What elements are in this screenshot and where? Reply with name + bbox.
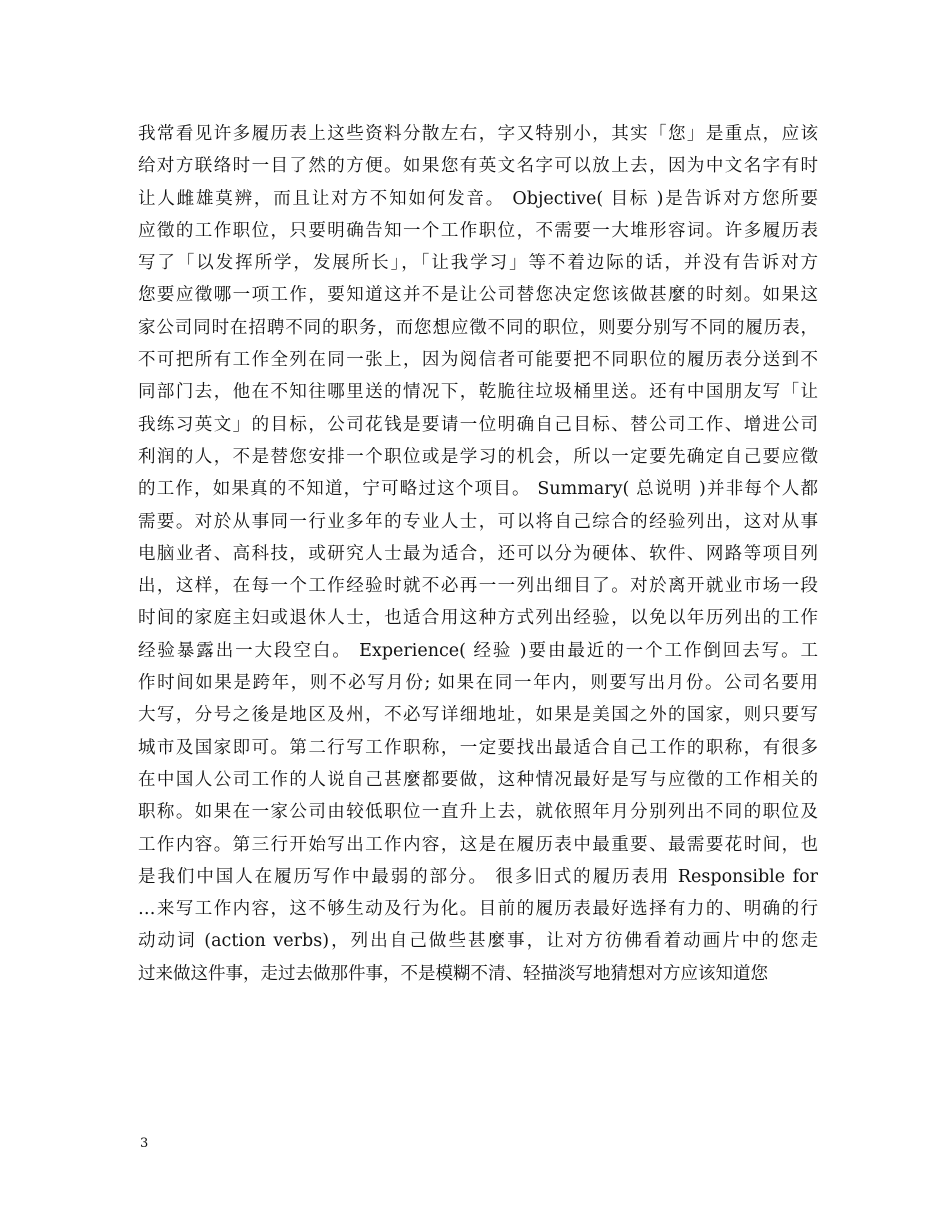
text-line: 我常看见许多履历表上这些资料分散左右，字又特别小，其实「您」是重点，应该	[138, 124, 818, 144]
text-line: 工作内容。第三行开始写出工作内容，这是在履历表中最重要、最需要花时间，也	[138, 834, 818, 855]
text-line: 过来做这件事，走过去做那件事，不是模糊不清、轻描淡写地猜想对方应该知道您	[138, 963, 768, 984]
text-line: 我练习英文」的目标，公司花钱是要请一位明确自己目标、替公司工作、增进公司	[138, 414, 818, 435]
text-line: 出，这样，在每一个工作经验时就不必再一一列出细目了。对於离开就业市场一段	[138, 576, 818, 597]
text-line: 电脑业者、高科技，或研究人士最为适合，还可以分为硬体、软件、网路等项目列	[138, 543, 818, 564]
text-line: 家公司同时在招聘不同的职务，而您想应徵不同的职位，则要分别写不同的履历表，	[138, 317, 818, 338]
text-line: 动动词 (action verbs)，列出自己做些甚麼事，让对方彷佛看着动画片中的您走	[138, 931, 818, 952]
text-line: …来写工作内容，这不够生动及行为化。目前的履历表最好选择有力的、明确的行	[138, 899, 818, 920]
text-line: 您要应徵哪一项工作，要知道这并不是让公司替您决定您该做甚麼的时刻。如果这	[138, 285, 818, 306]
text-line: 需要。对於从事同一行业多年的专业人士，可以将自己综合的经验列出，这对从事	[138, 511, 818, 532]
text-line: 不可把所有工作全列在同一张上，因为阅信者可能要把不同职位的履历表分送到不	[138, 350, 818, 371]
text-line: 经验暴露出一大段空白。 Experience( 经验 )要由最近的一个工作倒回去写。工	[138, 640, 818, 661]
text-line: 职称。如果在一家公司由较低职位一直升上去，就依照年月分别列出不同的职位及	[138, 802, 818, 823]
text-line: 时间的家庭主妇或退休人士，也适合用这种方式列出经验，以免以年历列出的工作	[138, 608, 818, 629]
text-line: 写了「以发挥所学，发展所长」，「让我学习」等不着边际的话，并没有告诉对方	[138, 253, 818, 274]
text-line: 同部门去，他在不知往哪里送的情况下，乾脆往垃圾桶里送。还有中国朋友写「让	[138, 382, 818, 403]
text-line: 利润的人，不是替您安排一个职位或是学习的机会，所以一定要先确定自己要应徵	[138, 446, 818, 467]
text-line: 的工作，如果真的不知道，宁可略过这个项目。 Summary( 总说明 )并非每个人都	[138, 479, 818, 500]
text-line: 在中国人公司工作的人说自己甚麼都要做，这种情况最好是写与应徵的工作相关的	[138, 769, 818, 790]
text-line: 应徵的工作职位，只要明确告知一个工作职位，不需要一大堆形容词。许多履历表	[138, 220, 818, 241]
text-line: 作时间如果是跨年，则不必写月份; 如果在同一年内，则要写出月份。公司名要用	[138, 673, 818, 694]
page-number: 3	[140, 1136, 149, 1151]
text-line: 给对方联络时一目了然的方便。如果您有英文名字可以放上去，因为中文名字有时	[138, 156, 818, 177]
text-line: 是我们中国人在履历写作中最弱的部分。 很多旧式的履历表用 Responsible for	[138, 866, 818, 887]
text-line: 让人雌雄莫辨，而且让对方不知如何发音。 Objective( 目标 )是告诉对方您所要	[138, 188, 818, 209]
body-text	[138, 118, 818, 990]
text-line: 城市及国家即可。第二行写工作职称，一定要找出最适合自己工作的职称，有很多	[138, 737, 818, 758]
text-line: 大写，分号之後是地区及州，不必写详细地址，如果是美国之外的国家，则只要写	[138, 705, 818, 726]
